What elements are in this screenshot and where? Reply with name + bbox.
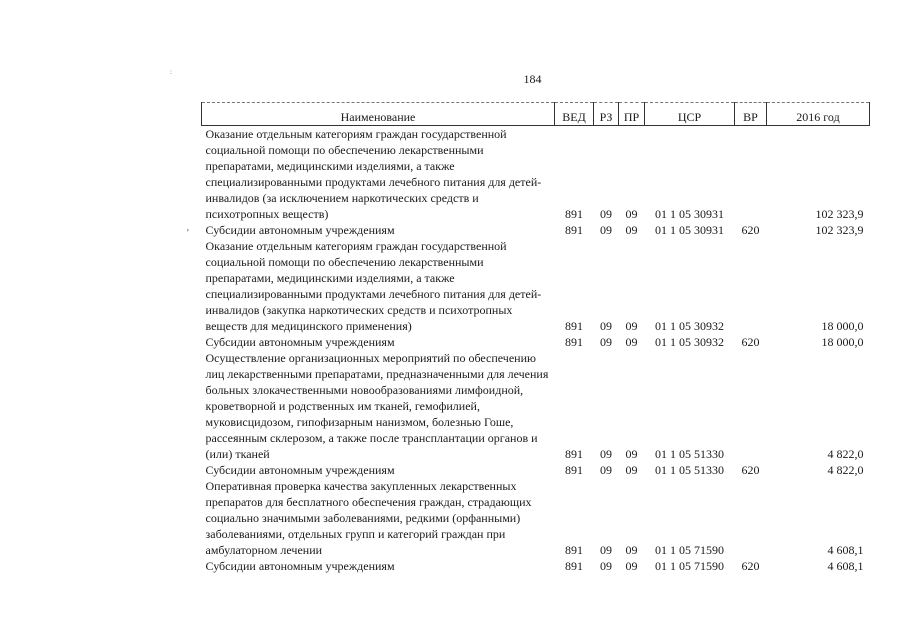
row-rz: 09 bbox=[600, 559, 612, 573]
table-row bbox=[202, 126, 870, 223]
row-vr bbox=[735, 126, 767, 223]
row-name: Субсидии автономным учреждениям bbox=[205, 223, 395, 237]
row-pr: 09 bbox=[625, 335, 638, 349]
row-rz: 09 bbox=[600, 223, 612, 237]
row-pr: 09 bbox=[625, 319, 638, 333]
row-csr: 01 1 05 51330 bbox=[655, 463, 724, 477]
row-vr: 620 bbox=[741, 463, 760, 477]
row-amount: 4 822,0 bbox=[827, 463, 864, 477]
row-csr: 01 1 05 30931 bbox=[655, 207, 724, 221]
budget-table bbox=[201, 102, 870, 574]
row-name: Субсидии автономным учреждениям bbox=[205, 335, 395, 349]
row-pr: 09 bbox=[625, 223, 638, 237]
row-rz: 09 bbox=[600, 207, 612, 221]
row-ved: 891 bbox=[565, 335, 583, 349]
row-amount: 102 323,9 bbox=[815, 207, 864, 221]
row-pr: 09 bbox=[625, 463, 638, 477]
header-ved: ВЕД bbox=[555, 103, 594, 126]
row-csr: 01 1 05 71590 bbox=[655, 559, 724, 573]
row-rz: 09 bbox=[600, 335, 612, 349]
row-rz: 09 bbox=[600, 447, 612, 461]
margin-mark: ' bbox=[187, 228, 189, 239]
row-name: Субсидии автономным учреждениям bbox=[205, 463, 395, 477]
table-row bbox=[202, 462, 870, 478]
row-csr: 01 1 05 30932 bbox=[655, 335, 724, 349]
table-row bbox=[202, 222, 870, 238]
row-amount: 4 608,1 bbox=[827, 559, 864, 573]
row-csr: 01 1 05 71590 bbox=[655, 543, 724, 557]
row-rz: 09 bbox=[600, 543, 612, 557]
header-year: 2016 год bbox=[767, 103, 870, 126]
table-row bbox=[202, 238, 870, 334]
row-pr: 09 bbox=[625, 543, 638, 557]
row-rz: 09 bbox=[600, 319, 612, 333]
row-name: Оказание отдельным категориям граждан государственной социальной помощи по обеспечению лекарственными препаратами, медицинскими изделиями, а также специализированными продуктами лечебного питания для детей-инвалидов (за исключением наркотических средств и психотропных веществ) bbox=[205, 127, 542, 221]
row-amount: 4 608,1 bbox=[827, 543, 864, 557]
table-row bbox=[202, 334, 870, 350]
row-pr: 09 bbox=[625, 207, 638, 221]
corner-mark: : bbox=[170, 68, 172, 76]
row-name: Оказание отдельным категориям граждан государственной социальной помощи по обеспечению лекарственными препаратами, медицинскими изделиями, а также специализированными продуктами лечебного питания для детей-инвалидов (закупка наркотических средств и психотропных веществ для медицинского применения) bbox=[205, 239, 542, 333]
header-row bbox=[202, 103, 870, 126]
table-body bbox=[202, 126, 870, 575]
row-vr: 620 bbox=[741, 335, 760, 349]
row-vr: 620 bbox=[741, 559, 760, 573]
row-ved: 891 bbox=[565, 543, 583, 557]
row-name: Осуществление организационных мероприятий по обеспечению лиц лекарственными препаратами, предназначенными для лечения больных злокачественными новообразованиями лимфоидной, кроветворной и родственных им тканей, гемофилией, муковисцидозом, гипофизарным нанизмом, болезнью Гоше, рассеянным склерозом, а также после трансплантации органов и (или) тканей bbox=[205, 351, 549, 461]
page-number: 184 bbox=[523, 72, 542, 86]
row-vr: 620 bbox=[741, 223, 760, 237]
row-name: Оперативная проверка качества закупленных лекарственных препаратов для бесплатного обеспечения граждан, страдающих социально значимыми заболеваниями, редкими (орфанными) заболеваниями, отдельных групп и категорий граждан при амбулаторном лечении bbox=[205, 479, 532, 557]
row-ved: 891 bbox=[565, 207, 583, 221]
row-pr: 09 bbox=[625, 447, 638, 461]
row-csr: 01 1 05 30932 bbox=[655, 319, 724, 333]
row-name: Субсидии автономным учреждениям bbox=[205, 559, 395, 573]
row-rz: 09 bbox=[600, 463, 612, 477]
header-csr: ЦСР bbox=[645, 103, 735, 126]
row-amount: 18 000,0 bbox=[821, 319, 864, 333]
table-header bbox=[202, 103, 870, 126]
row-csr: 01 1 05 51330 bbox=[655, 447, 724, 461]
table-row bbox=[202, 478, 870, 558]
row-ved: 891 bbox=[565, 447, 583, 461]
row-csr: 01 1 05 30931 bbox=[655, 223, 724, 237]
row-amount: 4 822,0 bbox=[827, 447, 864, 461]
header-name: Наименование bbox=[202, 103, 555, 126]
row-ved: 891 bbox=[565, 223, 583, 237]
header-pr: ПР bbox=[619, 103, 645, 126]
header-rz: РЗ bbox=[594, 103, 619, 126]
row-amount: 102 323,9 bbox=[815, 223, 864, 237]
header-vr: ВР bbox=[735, 103, 767, 126]
row-amount: 18 000,0 bbox=[821, 335, 864, 349]
row-ved: 891 bbox=[565, 319, 583, 333]
row-pr: 09 bbox=[625, 559, 638, 573]
row-ved: 891 bbox=[565, 463, 583, 477]
row-ved: 891 bbox=[565, 559, 583, 573]
row-vr bbox=[735, 238, 767, 334]
row-vr bbox=[735, 478, 767, 558]
row-vr bbox=[735, 350, 767, 462]
table-row bbox=[202, 350, 870, 462]
table-row bbox=[202, 558, 870, 574]
